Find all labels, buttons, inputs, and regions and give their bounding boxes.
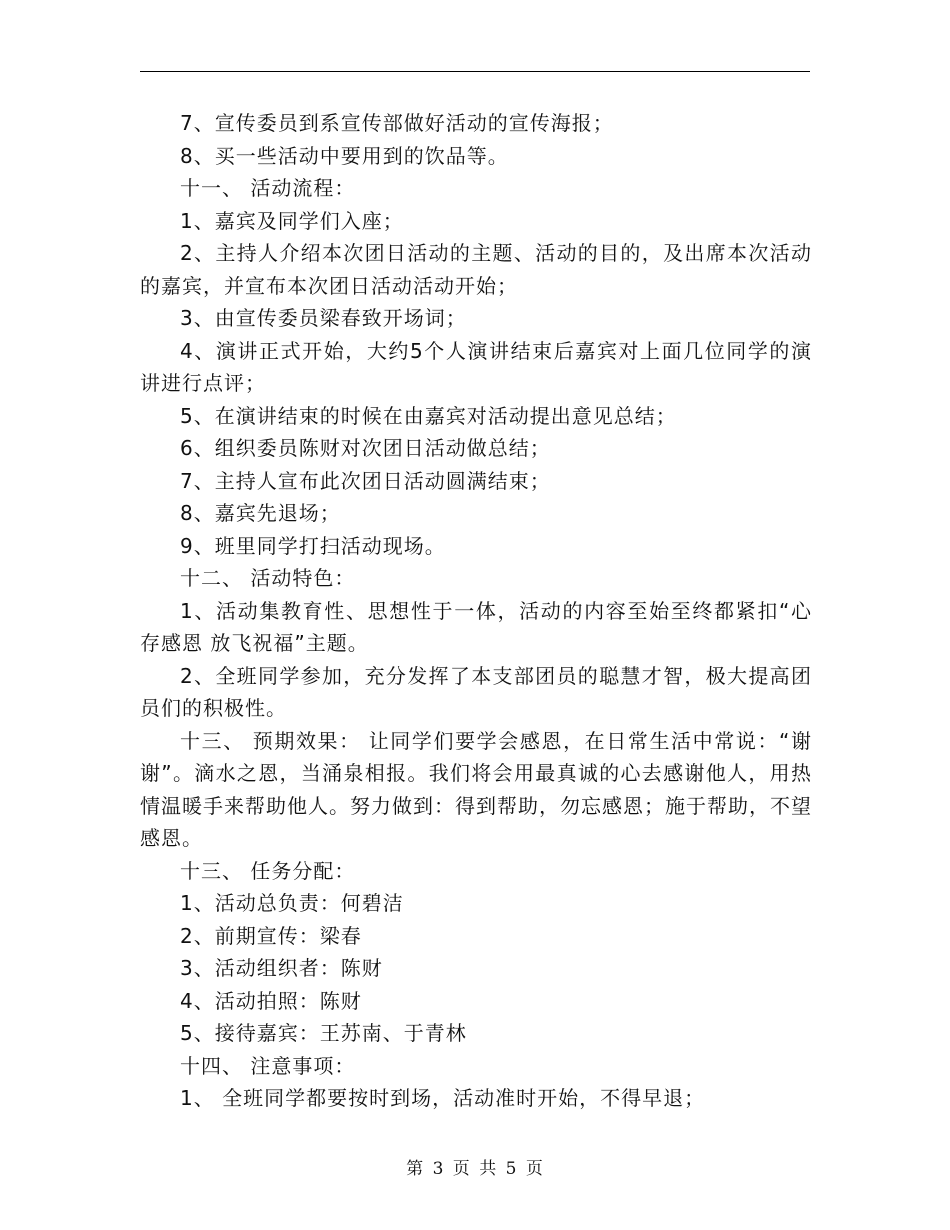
page-footer: 第 3 页 共 5 页	[406, 1159, 544, 1179]
paragraph: 8、嘉宾先退场；	[180, 501, 341, 525]
paragraph: 1、嘉宾及同学们入座；	[180, 208, 404, 233]
paragraph: 5、接待嘉宾：王苏南、于青林	[180, 1021, 467, 1045]
paragraph: 1、活动集教育性、思想性于一体，活动的内容至始至终都紧扣“心存感恩 放飞祝福”主题。	[140, 598, 812, 655]
section-heading: 十二、 活动特色：	[180, 566, 356, 590]
section-heading: 十三、 任务分配：	[180, 858, 356, 883]
section-heading: 十一、 活动流程：	[180, 176, 356, 200]
paragraph: 6、组织委员陈财对次团日活动做总结；	[180, 436, 551, 460]
paragraph: 3、活动组织者：陈财	[180, 956, 383, 980]
paragraph: 4、演讲正式开始，大约5个人演讲结束后嘉宾对上面几位同学的演讲进行点评；	[140, 338, 812, 395]
paragraph: 4、活动拍照：陈财	[180, 988, 362, 1013]
paragraph: 9、班里同学打扫活动现场。	[180, 533, 446, 558]
paragraph: 7、主持人宣布此次团日活动圆满结束；	[180, 468, 551, 493]
paragraph: 2、全班同学参加，充分发挥了本支部团员的聪慧才智，极大提高团员们的积极性。	[140, 663, 812, 720]
section-paragraph: 十三、 预期效果： 让同学们要学会感恩，在日常生活中常说：“谢谢”。滴水之恩，当涌泉相报。我们将会用最真诚的心去感谢他人，用热情温暖手来帮助他人。努力做到：得到帮助，勿忘感恩；施于帮助，不望感恩。	[140, 728, 812, 850]
paragraph: 1、活动总负责：何碧洁	[180, 891, 404, 915]
paragraph: 5、在演讲结束的时候在由嘉宾对活动提出意见总结；	[180, 403, 677, 428]
paragraph: 2、前期宣传：梁春	[180, 923, 362, 948]
document-body	[140, 107, 812, 1115]
paragraph: 1、 全班同学都要按时到场，活动准时开始，不得早退；	[180, 1086, 706, 1110]
header-rule	[140, 71, 810, 72]
paragraph: 3、由宣传委员梁春致开场词；	[180, 306, 467, 330]
paragraph: 7、宣传委员到系宣传部做好活动的宣传海报；	[180, 111, 614, 135]
paragraph: 8、买一些活动中要用到的饮品等。	[180, 143, 509, 168]
section-heading: 十四、 注意事项：	[180, 1053, 356, 1078]
paragraph: 2、主持人介绍本次团日活动的主题、活动的目的，及出席本次活动的嘉宾，并宣布本次团日活动活动开始；	[140, 241, 812, 298]
